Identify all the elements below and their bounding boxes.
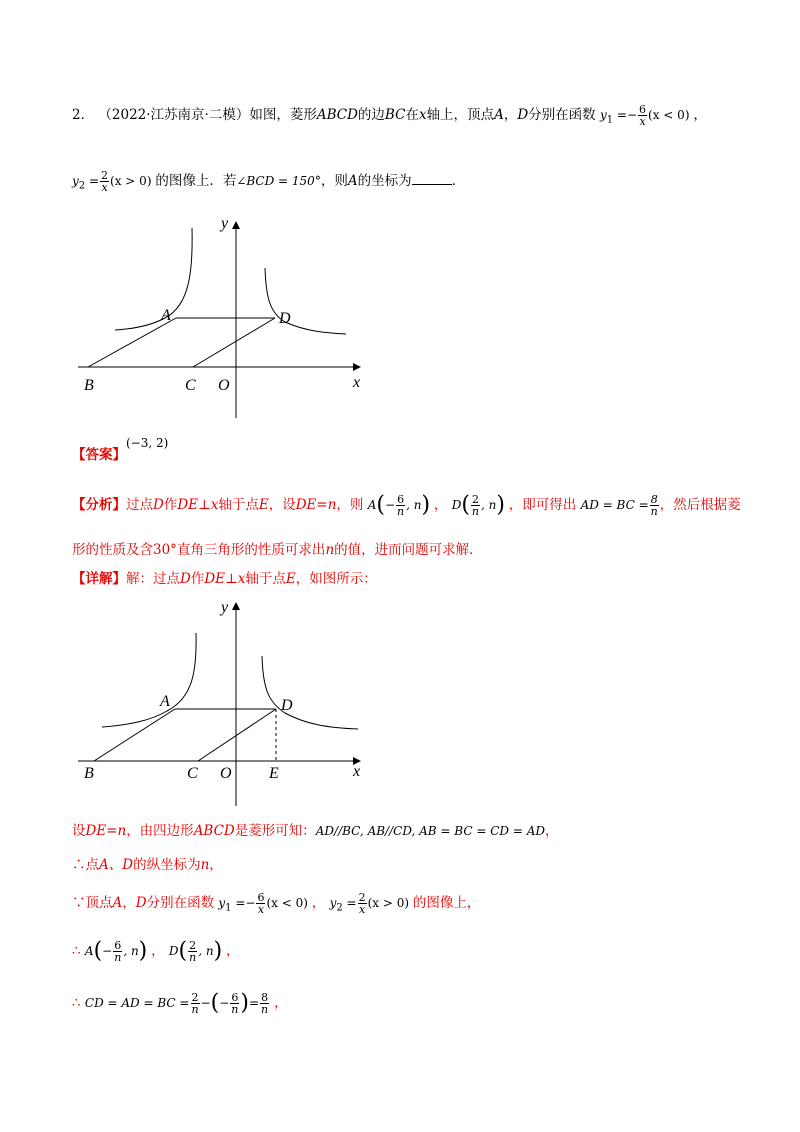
analysis-label: 【分析】 (72, 497, 126, 513)
label-D: D (279, 310, 291, 327)
figure-question (70, 210, 370, 425)
function-y2: $y_2$ = $\frac{2}{x}$ (x > 0) (329, 891, 410, 916)
question-line-2: $y_2$ = $\frac{2}{x}$ (x > 0) 的图像上．若∠BCD = 150°，则A的坐标为 ． (72, 169, 466, 194)
side-AB (88, 318, 176, 367)
step-1: 设DE=n，由四边形ABCD是菱形可知：AD//BC, AB//CD, AB = BC = CD = AD， (72, 823, 559, 839)
side-CD (193, 318, 275, 367)
angle-condition: ∠BCD = 150° (236, 174, 321, 188)
ad-bc-expr: AD = BC = $\frac{8}{n}$ (580, 493, 658, 518)
label-B: B (84, 765, 94, 782)
hyperbola-right (262, 656, 358, 729)
label-x: x (353, 374, 361, 391)
detail-line-1: 【详解】解：过点D作DE⊥x轴于点E，如图所示： (72, 571, 377, 587)
hyperbola-left (102, 633, 196, 727)
step-2: ∴点A、D的纵坐标为n， (72, 857, 223, 873)
detail-label: 【详解】 (72, 571, 126, 587)
label-x: x (353, 763, 361, 780)
label-y: y (221, 215, 229, 232)
side-CD (198, 709, 276, 761)
analysis-line-2: 形的性质及含30°直角三角形的性质可求出n的值，进而问题可求解． (72, 542, 483, 558)
step-5: ∴ CD = AD = BC = $\frac{2}{n}$ −(− $\frac{6}{n}$ )= $\frac{8}{n}$ ， (72, 990, 288, 1016)
label-B: B (84, 377, 94, 394)
point-D-expr: D( $\frac{2}{n}$ , n) (451, 492, 505, 518)
label-C: C (187, 765, 198, 782)
label-O: O (218, 377, 230, 394)
label-D: D (281, 697, 293, 714)
figure-detail (70, 598, 370, 813)
label-E: E (269, 765, 279, 782)
question-number: 2． (72, 107, 95, 123)
question-source: （2022·江苏南京·二模） (98, 107, 250, 123)
answer-blank (412, 172, 452, 185)
hyperbola-left (115, 228, 192, 330)
label-A: A (161, 307, 171, 324)
answer-line (72, 436, 169, 463)
function-y2: $y_2$ = $\frac{2}{x}$ (x > 0) (72, 169, 152, 194)
step-3: ∵顶点A，D分别在函数 $y_1$ =− $\frac{6}{x}$ (x < 0) ， $y_2$ = $\frac{2}{x}$ (x > 0) 的图像上， (72, 891, 481, 916)
analysis-line-1: 【分析】过点D作DE⊥x轴于点E，设DE=n，则 A(− $\frac{6}{n}$ , n) ， D( $\frac{2}{n}$ , n) ，即可得出 AD = BC = $\frac{8}{n}$ ，然后根据菱 (72, 492, 741, 518)
length-expr: CD = AD = BC = $\frac{2}{n}$ −(− $\frac{6}{n}$ )= $\frac{8}{n}$ (84, 990, 269, 1016)
question-line-1: 2． （2022·江苏南京·二模）如图，菱形ABCD的边BC在x轴上，顶点A，D分别在函数 $y_1$ =− $\frac{6}{x}$ (x < 0) ， (72, 103, 707, 128)
label-O: O (220, 765, 232, 782)
point-D-expr: D( $\frac{2}{n}$ , n) (168, 938, 223, 964)
function-y1: $y_1$ =− $\frac{6}{x}$ (x < 0) (218, 891, 308, 916)
answer-value: (−3, 2) (126, 436, 169, 450)
function-y1: $y_1$ =− $\frac{6}{x}$ (x < 0) (599, 103, 690, 128)
step-4: ∴ A(− $\frac{6}{n}$ , n) ， D( $\frac{2}{n}$ , n) ， (72, 938, 240, 964)
label-A: A (160, 693, 170, 710)
point-A-expr: A(− $\frac{6}{n}$ , n) (367, 492, 431, 518)
label-C: C (185, 377, 196, 394)
side-AB (94, 709, 175, 761)
hyperbola-right (265, 268, 346, 334)
label-y: y (221, 599, 229, 616)
answer-label: 【答案】 (72, 447, 126, 463)
point-A-expr: A(− $\frac{6}{n}$ , n) (84, 938, 148, 964)
